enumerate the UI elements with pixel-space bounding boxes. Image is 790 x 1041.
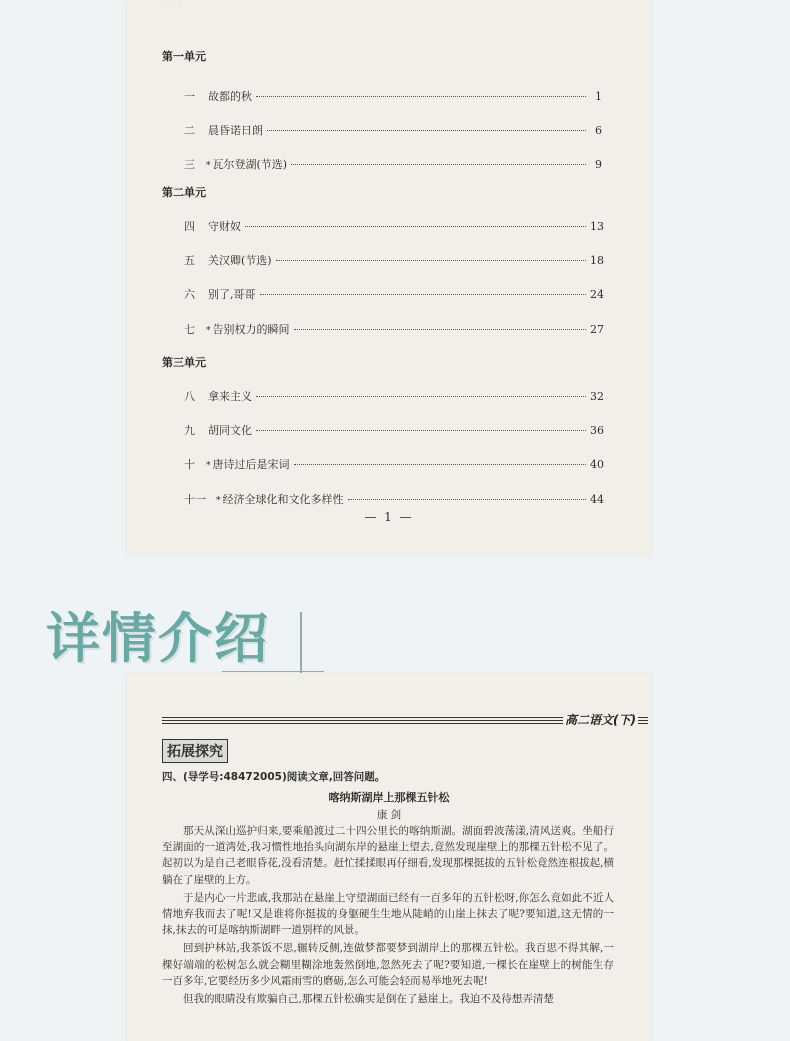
toc-entry-number: 九	[184, 424, 195, 438]
toc-entry[interactable]	[184, 88, 602, 104]
toc-entry-number: 十	[184, 458, 195, 472]
unit-title: 第三单元	[162, 356, 206, 369]
toc-entry[interactable]	[184, 156, 602, 172]
page-number: — 1 —	[364, 510, 414, 524]
toc-entry-page: 27	[590, 322, 604, 336]
unit-title: 第二单元	[162, 186, 206, 199]
toc-leader-dots	[267, 130, 586, 131]
book-header-tag: 高二语文(下)	[565, 713, 636, 727]
toc-entry[interactable]	[184, 491, 602, 507]
toc-entry-title: 晨昏诺日朗	[208, 124, 263, 138]
toc-entry-number: 六	[184, 288, 195, 302]
toc-entry-title: 告别权力的瞬间	[212, 322, 290, 336]
toc-entry-page: 36	[590, 424, 604, 438]
toc-entry-page: 13	[590, 220, 604, 233]
toc-entry-number: 十一	[184, 492, 206, 506]
article-author: 康 剑	[376, 809, 402, 821]
article-paragraph: 于是内心一片悲戚,我那站在悬崖上守望湖面已经有一百多年的五针松呀,你怎么竟如此不近人情地弃我而去了呢!又是谁将你挺拔的身躯硬生生地从陡峭的山崖上抹去了呢?要知道,这无情的一抹,抹去的可是喀纳斯湖畔一道别样的风景。	[162, 891, 614, 937]
toc-entry[interactable]	[184, 456, 602, 472]
toc-entry[interactable]	[184, 422, 602, 438]
toc-leader-dots	[348, 499, 587, 500]
toc-entry-title: 故都的秋	[208, 90, 252, 103]
toc-entry-title: 瓦尔登湖(节选)	[212, 158, 288, 172]
toc-entry-page: 6	[595, 124, 602, 138]
toc-entry-title: 胡同文化	[208, 424, 252, 438]
toc-leader-dots	[294, 464, 587, 465]
toc-entry-star: *	[206, 325, 211, 336]
toc-entry[interactable]	[184, 388, 602, 404]
toc-entry-page: 9	[595, 158, 602, 172]
toc-entry-page: 1	[595, 90, 602, 103]
toc-entry-star: *	[216, 495, 221, 506]
toc-entry-title: 经济全球化和文化多样性	[222, 492, 344, 506]
unit-title: 第一单元	[162, 50, 206, 63]
question-text: 四、(导学号:48472005)阅读文章,回答问题。	[162, 771, 386, 783]
toc-leader-dots	[256, 396, 586, 397]
toc-page	[126, 0, 652, 556]
toc-entry-number: 二	[184, 124, 195, 138]
toc-entry-page: 44	[590, 492, 604, 506]
toc-leader-dots	[260, 294, 587, 295]
toc-leader-dots	[256, 96, 586, 97]
detail-heading: 详情介绍	[46, 607, 270, 670]
toc-entry-page: 40	[590, 458, 604, 472]
toc-entry[interactable]	[184, 321, 602, 337]
toc-entry[interactable]	[184, 286, 602, 302]
toc-entry-number: 七	[184, 322, 195, 336]
toc-entry-page: 32	[590, 390, 604, 403]
toc-entry-star: *	[206, 161, 211, 172]
toc-entry-title: 守财奴	[208, 220, 241, 233]
article-paragraph: 那天从深山巡护归来,要乘船渡过二十四公里长的喀纳斯湖。湖面碧波荡漾,清风送爽。坐船行至湖面的一道湾处,我习惯性地抬头向湖东岸的悬崖上望去,竟然发现崖壁上的那棵五针松不见了。起初以为是自己老眼昏花,没看清楚。赶忙揉揉眼再仔细看,发现那棵挺拔的五针松竟然连根拔起,横躺在了崖壁的上方。	[162, 825, 614, 886]
bleed-through-text: · · ·	[166, 2, 182, 13]
article-title: 喀纳斯湖岸上那棵五针松	[328, 791, 450, 804]
toc-entry[interactable]	[184, 122, 602, 138]
toc-entry-number: 四	[184, 220, 195, 233]
toc-entry[interactable]	[184, 218, 602, 234]
toc-entry-number: 一	[184, 90, 195, 103]
article-body	[162, 823, 614, 1009]
article-paragraph: 回到护林站,我茶饭不思,辗转反侧,连做梦都要梦到湖岸上的那棵五针松。我百思不得其解,一棵好端端的松树怎么就会糊里糊涂地轰然倒地,忽然死去了呢?要知道,一棵长在崖壁上的树能生存一百多年,它要经历多少风霜雨雪的磨砺,怎么可能会轻而易举地死去呢!	[162, 942, 614, 987]
toc-leader-dots	[294, 329, 587, 330]
toc-entry[interactable]	[184, 252, 602, 268]
section-label: 拓展探究	[162, 739, 228, 763]
toc-leader-dots	[245, 226, 586, 227]
toc-entry-star: *	[206, 461, 211, 472]
toc-leader-dots	[291, 164, 586, 165]
article-paragraph: 但我的眼睛没有欺骗自己,那棵五针松确实是倒在了悬崖上。我迫不及待想弄清楚	[183, 993, 554, 1006]
toc-entry-title: 拿来主义	[208, 390, 252, 403]
toc-leader-dots	[256, 430, 586, 431]
sample-page	[126, 673, 652, 1041]
toc-entry-title: 别了,哥哥	[208, 288, 256, 302]
toc-entry-title: 关汉卿(节选)	[208, 254, 272, 268]
toc-entry-number: 五	[184, 254, 195, 268]
toc-entry-page: 24	[590, 288, 604, 302]
toc-leader-dots	[276, 260, 586, 261]
decorative-horizontal-line	[222, 671, 324, 672]
toc-entry-page: 18	[590, 254, 604, 268]
toc-entry-number: 三	[184, 158, 195, 172]
toc-entry-number: 八	[184, 390, 195, 403]
toc-entry-title: 唐诗过后是宋词	[212, 458, 290, 472]
